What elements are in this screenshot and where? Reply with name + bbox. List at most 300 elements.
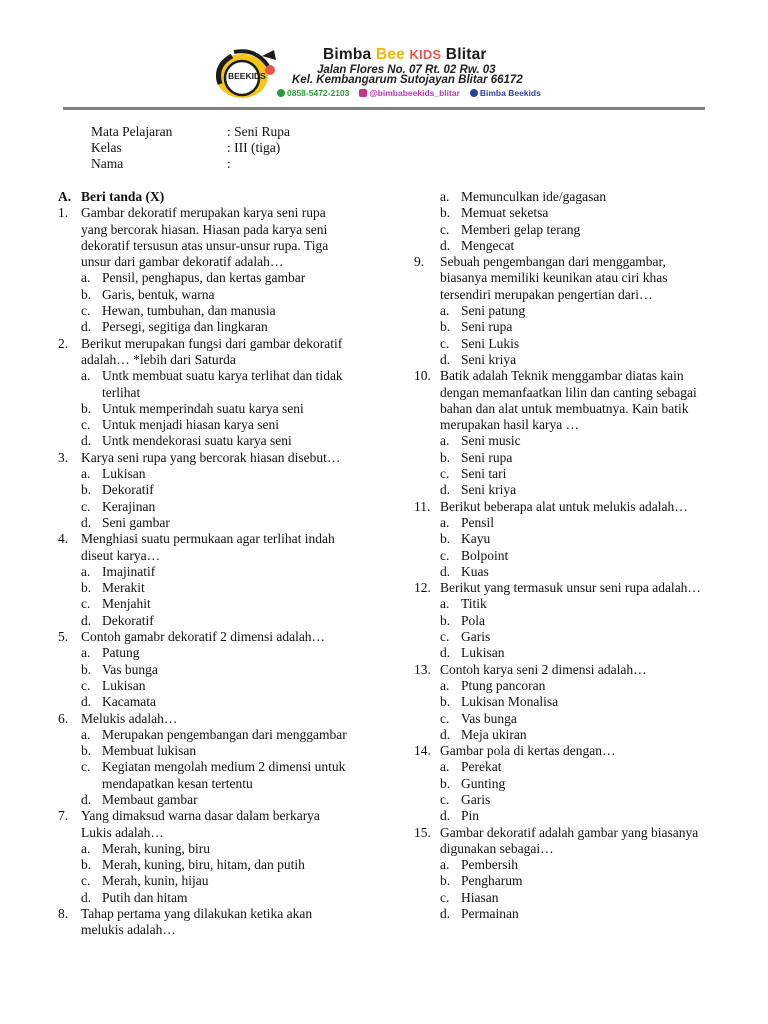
answer-option-continued [58,385,388,401]
question-text [58,205,388,221]
question-item [414,499,744,580]
question-number [414,841,440,857]
question-line: bahan dan alat untuk membuatnya. Kain batik [440,400,689,416]
option-text: Seni Lukis [461,335,520,351]
option-text: Lukisan Monalisa [461,694,559,710]
answer-option [414,792,744,808]
question-item [414,743,744,824]
question-number: 6. [58,710,69,726]
question-text-continued [58,254,388,270]
option-text: Merupakan pengembangan dari menggambar [102,726,347,742]
option-letter [81,776,102,792]
option-letter: c. [81,677,91,693]
answer-option [414,890,744,906]
option-text: Hiasan [461,889,499,905]
option-text: Permainan [461,906,519,922]
identity-row-name: Nama : [91,156,231,171]
answer-option [414,319,744,335]
answer-option [414,906,744,922]
option-text: Untk mendekorasi suatu karya seni [102,433,292,449]
option-letter: d. [440,645,451,661]
answer-option [414,336,744,352]
question-item [58,711,388,809]
question-number: 10. [414,368,431,384]
question-number [414,385,440,401]
answer-option [414,759,744,775]
option-letter [81,385,102,401]
option-letter: b. [81,580,92,596]
question-item [414,189,744,254]
option-text: Seni tari [461,466,507,482]
option-text: Seni patung [461,303,526,319]
question-line: melukis adalah… [81,922,176,938]
option-text: Pengharum [461,873,523,889]
question-number: 2. [58,335,69,351]
option-text: Pola [461,612,486,628]
question-line: tersendiri merupakan pengertian dari… [440,286,653,302]
option-text: Mengecat [461,237,515,253]
question-text-continued [58,548,388,564]
question-number: 13. [414,661,431,677]
question-text-continued [414,841,744,857]
option-text: Pensil [461,514,495,530]
option-letter: d. [81,612,92,628]
question-item [58,336,388,450]
option-letter: b. [81,400,92,416]
answer-option [414,857,744,873]
question-number [58,548,81,564]
answer-option [58,515,388,531]
question-item [414,254,744,368]
question-text-continued [58,825,388,841]
question-number: 8. [58,906,69,922]
letterhead [0,0,768,110]
option-text: Dekoratif [102,612,154,628]
question-line: Berikut merupakan fungsi dari gambar dekoratif [81,335,343,351]
question-line: yang bercorak hiasan. Hiasan pada karya seni [81,221,328,237]
question-number [58,825,81,841]
question-line: Lukis adalah… [81,824,164,840]
question-number [58,222,81,238]
question-number: 12. [414,580,431,596]
question-text [414,368,744,384]
answer-option [58,645,388,661]
question-line: adalah… *lebih dari Saturda [81,351,236,367]
option-letter: b. [81,482,92,498]
answer-option [414,466,744,482]
option-letter: c. [81,303,91,319]
answer-option [58,678,388,694]
question-item [58,205,388,335]
option-letter: d. [81,791,92,807]
question-line: Gambar pola di kertas dengan… [440,743,616,759]
option-text: Vas bunga [102,661,158,677]
whatsapp-contact: 0858-5472-2103 [277,88,349,98]
question-number: 1. [58,205,69,221]
option-letter: d. [81,694,92,710]
option-letter: b. [440,775,451,791]
question-number: 3. [58,449,69,465]
question-line: digunakan sebagai… [440,840,554,856]
option-text: Merah, kuning, biru [102,840,210,856]
question-number [414,287,440,303]
header-divider [63,107,705,110]
student-identity [91,124,290,172]
option-text: Pin [461,808,480,824]
answer-option [58,564,388,580]
answer-option [58,466,388,482]
option-text: Kerajinan [102,498,156,514]
option-text: Seni kriya [461,351,517,367]
option-letter: b. [440,612,451,628]
answer-option [58,890,388,906]
option-letter: c. [440,629,450,645]
question-item [414,825,744,923]
question-line: Gambar dekoratif adalah gambar yang biasanya [440,824,699,840]
option-text: Seni kriya [461,482,517,498]
answer-option [58,841,388,857]
option-text: Imajinatif [102,563,156,579]
option-text: Membuat lukisan [102,743,197,759]
option-letter: d. [81,514,92,530]
option-letter: c. [81,873,91,889]
answer-option [58,743,388,759]
option-letter: a. [440,759,450,775]
option-letter: d. [81,319,92,335]
answer-option [414,433,744,449]
option-letter: c. [440,221,450,237]
option-letter: b. [440,319,451,335]
facebook-contact: Bimba Beekids [470,88,541,98]
question-number: 4. [58,531,69,547]
option-text: Merakit [102,580,145,596]
question-line: Gambar dekoratif merupakan karya seni rupa [81,205,326,221]
question-number [58,352,81,368]
question-number: 15. [414,824,431,840]
question-text [58,906,388,922]
option-text: Gunting [461,775,506,791]
question-text [414,254,744,270]
option-text: Kayu [461,531,491,547]
option-text: Kegiatan mengolah medium 2 dimensi untuk [102,759,346,775]
question-text [414,499,744,515]
option-text: Garis [461,791,491,807]
option-letter: b. [440,531,451,547]
option-letter: b. [440,873,451,889]
question-number [58,254,81,270]
question-text [58,629,388,645]
question-line: diseut karya… [81,547,161,563]
question-line: Berikut beberapa alat untuk melukis adalah… [440,498,688,514]
question-number: 9. [414,254,425,270]
option-text: Seni rupa [461,319,513,335]
answer-option [414,303,744,319]
question-text [58,808,388,824]
option-letter: a. [440,596,450,612]
answer-option [58,727,388,743]
option-letter: c. [440,547,450,563]
option-letter: d. [440,237,451,253]
option-text: Ptung pancoran [461,677,546,693]
option-letter: d. [81,889,92,905]
option-letter: d. [81,433,92,449]
option-letter: b. [440,694,451,710]
option-letter: c. [440,466,450,482]
option-text: Kuas [461,563,489,579]
option-letter: a. [440,677,450,693]
answer-option [58,270,388,286]
option-text: Untuk memperindah suatu karya seni [102,400,304,416]
question-text-continued [414,401,744,417]
answer-option [58,319,388,335]
contact-bar [277,88,541,98]
option-text: Pembersih [461,857,518,873]
answer-option [414,776,744,792]
question-number [414,417,440,433]
question-number: 14. [414,743,431,759]
instagram-contact: @bimbabeekids_blitar [359,88,459,98]
question-item [414,662,744,743]
option-letter: b. [81,286,92,302]
question-text-continued [58,238,388,254]
question-number [58,238,81,254]
option-text: Lukisan [102,466,146,482]
answer-option [414,482,744,498]
option-text: mendapatkan kesan tertentu [102,775,253,791]
option-letter: c. [81,498,91,514]
option-letter: c. [81,417,91,433]
question-column-right [414,189,744,922]
answer-option [58,417,388,433]
option-letter: a. [81,563,91,579]
question-text-continued [414,385,744,401]
question-line: Contoh gamabr dekoratif 2 dimensi adalah… [81,629,326,645]
question-number [414,401,440,417]
answer-option [414,808,744,824]
answer-option [414,596,744,612]
option-text: Kacamata [102,694,156,710]
answer-option [58,401,388,417]
facebook-icon [470,89,478,97]
answer-option [414,205,744,221]
option-text: Memuat seketsa [461,205,549,221]
answer-option [58,662,388,678]
option-letter: a. [440,857,450,873]
answer-option [414,564,744,580]
question-line: Karya seni rupa yang bercorak hiasan disebut… [81,449,341,465]
question-line: Sebuah pengembangan dari menggambar, [440,254,666,270]
option-letter: d. [440,482,451,498]
question-text [414,825,744,841]
answer-option [58,433,388,449]
answer-option [414,450,744,466]
answer-option [58,857,388,873]
section-title: A. Beri tanda (X) [58,189,165,204]
option-letter: d. [440,563,451,579]
answer-option [58,596,388,612]
question-text-continued [414,417,744,433]
school-name: Bimba Bee KIDS Blitar [323,46,487,63]
answer-option [414,352,744,368]
answer-option [414,548,744,564]
option-letter: a. [81,270,91,286]
option-letter: a. [81,466,91,482]
option-letter: d. [440,906,451,922]
option-letter: b. [81,661,92,677]
question-item [414,580,744,661]
option-text: Merah, kuning, biru, hitam, dan putih [102,857,305,873]
option-letter: d. [440,808,451,824]
question-text-continued [414,287,744,303]
answer-option [58,873,388,889]
option-letter: c. [440,710,450,726]
answer-option [414,694,744,710]
option-text: Menjahit [102,596,151,612]
option-letter: d. [440,726,451,742]
option-text: Seni rupa [461,449,513,465]
option-letter: b. [81,743,92,759]
option-letter: d. [440,351,451,367]
question-text-continued [414,270,744,286]
question-text-continued [58,352,388,368]
answer-option [58,759,388,775]
question-number: 7. [58,808,69,824]
option-text: Untk membuat suatu karya terlihat dan tidak [102,368,343,384]
answer-option [58,287,388,303]
question-item [58,531,388,629]
option-letter: c. [440,335,450,351]
option-text: Bolpoint [461,547,509,563]
answer-option [58,499,388,515]
answer-option [414,222,744,238]
answer-option [58,613,388,629]
question-text [414,743,744,759]
question-number: 11. [414,498,431,514]
question-text [58,711,388,727]
option-text: Untuk menjadi hiasan karya seni [102,417,279,433]
option-text: Lukisan [461,645,505,661]
option-text: Patung [102,645,140,661]
instagram-icon [359,89,367,97]
option-text: Membaut gambar [102,791,198,807]
identity-row-subject: Mata Pelajaran : Seni Rupa [91,124,290,139]
option-text: Merah, kunin, hijau [102,873,209,889]
answer-option [414,727,744,743]
answer-option-continued [58,776,388,792]
option-text: Putih dan hitam [102,889,188,905]
answer-option [414,629,744,645]
answer-option [414,515,744,531]
answer-option [414,613,744,629]
answer-option [414,711,744,727]
answer-option [58,694,388,710]
question-item [58,450,388,531]
answer-option [414,678,744,694]
option-text: Vas bunga [461,710,517,726]
answer-option [58,303,388,319]
question-number [414,270,440,286]
question-item [58,629,388,710]
identity-row-class: Kelas : III (tiga) [91,140,281,155]
question-text [414,662,744,678]
option-letter: a. [81,368,91,384]
option-letter: a. [440,433,450,449]
answer-option [414,189,744,205]
question-line: dengan memanfaatkan lilin dan canting sebagai [440,384,697,400]
question-text-continued [58,222,388,238]
question-line: unsur dari gambar dekoratif adalah… [81,254,284,270]
logo-text: BEEKIDS [228,71,266,81]
question-line: biasanya memiliki keunikan atau ciri khas [440,270,668,286]
option-text: Lukisan [102,677,146,693]
question-column-left [58,189,388,939]
option-letter: c. [440,791,450,807]
option-text: terlihat [102,384,141,400]
question-line: dekoratif tersusun atas unsur-unsur rupa. Tiga [81,237,329,253]
option-text: Memunculkan ide/gagasan [461,189,607,204]
question-item [58,906,388,939]
answer-option [58,580,388,596]
question-line: Tahap pertama yang dilakukan ketika akan [81,906,313,922]
option-letter: c. [81,759,91,775]
question-line: merupakan hasil karya … [440,417,580,433]
answer-option [58,368,388,384]
answer-option [58,792,388,808]
option-text: Perekat [461,759,502,775]
option-letter: b. [440,449,451,465]
question-text [58,450,388,466]
question-item [414,368,744,498]
question-text-continued [58,922,388,938]
question-text [58,336,388,352]
whatsapp-icon [277,89,285,97]
option-letter: a. [81,645,91,661]
question-line: Yang dimaksud warna dasar dalam berkarya [81,808,320,824]
option-letter: b. [81,857,92,873]
answer-option [58,482,388,498]
option-text: Pensil, penghapus, dan kertas gambar [102,270,306,286]
option-text: Garis [461,629,491,645]
answer-option [414,531,744,547]
option-text: Titik [461,596,487,612]
option-letter: a. [440,189,450,204]
option-text: Persegi, segitiga dan lingkaran [102,319,268,335]
option-letter: c. [440,889,450,905]
question-line: Contoh karya seni 2 dimensi adalah… [440,661,647,677]
option-text: Hewan, tumbuhan, dan manusia [102,303,276,319]
option-letter: a. [81,726,91,742]
question-number: 5. [58,629,69,645]
answer-option [414,873,744,889]
question-line: Batik adalah Teknik menggambar diatas kain [440,368,684,384]
option-text: Dekoratif [102,482,154,498]
option-text: Memberi gelap terang [461,221,581,237]
question-text [58,531,388,547]
option-text: Seni music [461,433,521,449]
option-letter: c. [81,596,91,612]
question-line: Melukis adalah… [81,710,178,726]
beekids-logo [212,46,280,102]
option-letter: a. [440,514,450,530]
answer-option [414,645,744,661]
question-item [58,808,388,906]
option-letter: b. [440,205,451,221]
option-letter: a. [81,840,91,856]
question-line: Menghiasi suatu permukaan agar terlihat indah [81,531,335,547]
option-letter: a. [440,303,450,319]
question-text [414,580,744,596]
question-line: Berikut yang termasuk unsur seni rupa adalah… [440,580,701,596]
